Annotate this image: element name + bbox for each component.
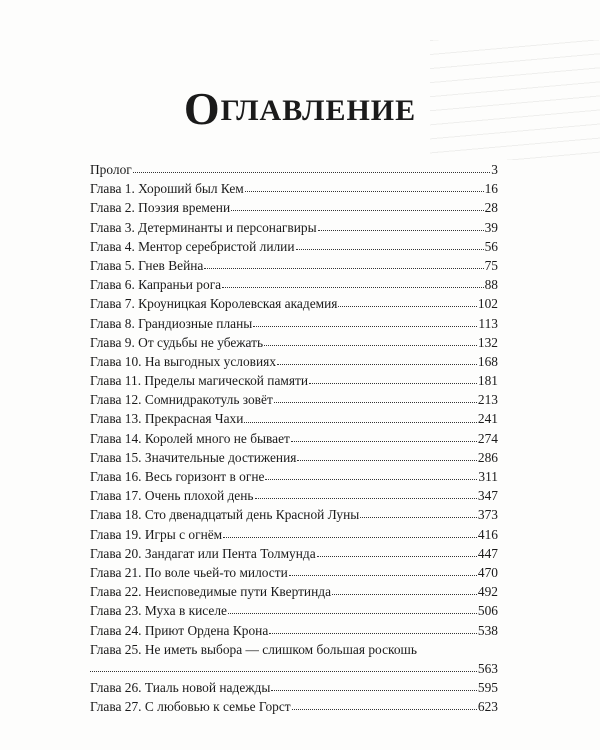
toc-entry: [90, 218, 498, 237]
toc-leader-dots: [291, 441, 477, 442]
toc-leader-dots: [317, 556, 477, 557]
toc-entry-label: Глава 9. От судьбы не убежать: [90, 334, 264, 350]
toc-page-number: 538: [477, 622, 498, 638]
toc-leader-dots: [309, 383, 477, 384]
toc-page-number: 75: [484, 257, 498, 273]
toc-entry-label: Глава 18. Сто двенадцатый день Красной Луны: [90, 507, 360, 523]
title-rest: ГЛАВЛЕНИЕ: [220, 94, 417, 127]
toc-leader-dots: [253, 326, 477, 327]
toc-page-number: 623: [477, 699, 498, 715]
toc-page-number: 311: [478, 469, 498, 484]
toc-entry-label: Пролог: [90, 162, 132, 177]
toc-page-number: 181: [477, 373, 498, 389]
toc-leader-dots: [274, 402, 477, 403]
toc-page-number: 3: [491, 162, 498, 177]
toc-entry-label: Глава 27. С любовью к семье Горст: [90, 699, 291, 715]
toc-leader-dots: [223, 537, 477, 538]
toc-entry-label: Глава 6. Капраньи рога: [90, 277, 222, 293]
toc-entry: [90, 505, 498, 524]
toc-page-number: 168: [477, 353, 498, 369]
toc-entry-label: Глава 15. Значительные достижения: [90, 449, 297, 465]
page-title: [0, 82, 600, 135]
toc-entry-label: Глава 5. Гнев Вейна: [90, 257, 204, 273]
toc-entry: [90, 601, 498, 620]
toc-leader-dots: [269, 633, 477, 634]
toc-entry-label: Глава 7. Кроуницкая Королевская академия: [90, 296, 338, 312]
toc-leader-dots: [244, 422, 477, 423]
toc-entry-continuation: [90, 659, 498, 678]
toc-page-number: 373: [477, 507, 498, 523]
toc-leader-dots: [296, 249, 484, 250]
toc-entry: [90, 390, 498, 409]
toc-page-number: 88: [484, 277, 498, 293]
toc-leader-dots: [231, 210, 483, 211]
toc-page-number: 416: [477, 526, 498, 542]
toc-leader-dots: [204, 268, 483, 269]
toc-entry-label: Глава 11. Пределы магической памяти: [90, 373, 309, 389]
toc-entry: [90, 333, 498, 352]
toc-page-number: 132: [477, 334, 498, 350]
toc-leader-dots: [332, 594, 477, 595]
toc-page-number: 28: [484, 200, 498, 216]
toc-page-number: 213: [477, 392, 498, 408]
toc-entry-label: Глава 14. Королей много не бывает: [90, 430, 290, 446]
toc-leader-dots: [133, 172, 491, 173]
toc-entry: [90, 314, 498, 333]
toc-entry-label: Глава 19. Игры с огнём: [90, 526, 223, 542]
toc-entry-label: Глава 1. Хороший был Кем: [90, 181, 244, 197]
toc-page-number: 113: [478, 315, 498, 331]
toc-entry: [90, 697, 498, 716]
toc-page-number: 274: [477, 430, 498, 446]
toc-leader-dots: [271, 690, 477, 691]
toc-page-number: 39: [484, 219, 498, 235]
toc-entry: [90, 486, 498, 505]
toc-entry: [90, 160, 498, 179]
toc-page-number: 241: [477, 411, 498, 427]
toc-page-number: 447: [477, 545, 498, 561]
toc-entry: [90, 179, 498, 198]
toc-leader-dots: [318, 230, 484, 231]
toc-entry-label: Глава 3. Детерминанты и персонагвиры: [90, 219, 317, 235]
toc-entry: [90, 640, 498, 659]
toc-leader-dots: [264, 345, 477, 346]
toc-page-number: 347: [477, 488, 498, 504]
toc-page-number: 102: [477, 296, 498, 312]
toc-leader-dots: [265, 479, 477, 480]
toc-leader-dots: [292, 709, 477, 710]
toc-leader-dots: [297, 460, 476, 461]
toc-entry: [90, 525, 498, 544]
toc-entry-label: Глава 26. Тиаль новой надежды: [90, 680, 271, 696]
toc-entry-label: Глава 4. Ментор серебристой лилии: [90, 238, 295, 254]
toc-leader-dots: [245, 191, 484, 192]
toc-leader-dots: [277, 364, 477, 365]
toc-entry-label: Глава 10. На выгодных условиях: [90, 353, 277, 369]
toc-leader-dots: [90, 671, 477, 672]
toc-entry-label: Глава 8. Грандиозные планы: [90, 315, 253, 331]
toc-entry-label: Глава 22. Неисповедимые пути Квертинда: [90, 584, 332, 600]
toc-entry: [90, 563, 498, 582]
toc-entry: [90, 621, 498, 640]
toc-page-number: 563: [477, 660, 498, 676]
toc-page-number: 470: [477, 564, 498, 580]
toc-leader-dots: [228, 613, 477, 614]
toc-leader-dots: [255, 498, 477, 499]
toc-entry-label: Глава 13. Прекрасная Чахи: [90, 411, 244, 427]
toc-entry: [90, 582, 498, 601]
toc-leader-dots: [222, 287, 483, 288]
toc-entry: [90, 544, 498, 563]
toc-entry-label: Глава 24. Приют Ордена Крона: [90, 622, 269, 638]
toc-entry: [90, 371, 498, 390]
toc-leader-dots: [289, 575, 477, 576]
toc-page-number: 595: [477, 680, 498, 696]
toc-page-number: 286: [477, 449, 498, 465]
toc-entry-label: Глава 21. По воле чьей-то милости: [90, 564, 288, 580]
toc-entry-label: Глава 25. Не иметь выбора — слишком большая роскошь: [90, 641, 417, 657]
toc-entry-label: Глава 23. Муха в киселе: [90, 603, 227, 619]
toc-entry-label: Глава 17. Очень плохой день: [90, 488, 254, 504]
toc-leader-dots: [360, 517, 477, 518]
toc-leader-dots: [338, 306, 476, 307]
toc-entry: [90, 409, 498, 428]
toc-entry-label: Глава 12. Сомнидракотуль зовёт: [90, 392, 273, 408]
title-initial: О: [183, 83, 221, 134]
toc-page-number: 492: [477, 584, 498, 600]
toc-entry-label: Глава 20. Зандагат или Пента Толмунда: [90, 545, 316, 561]
toc-entry: [90, 198, 498, 217]
toc-entry-label: Глава 2. Поэзия времени: [90, 200, 231, 216]
toc-entry: [90, 467, 498, 486]
toc-entry: [90, 237, 498, 256]
toc-entry: [90, 256, 498, 275]
table-of-contents: [90, 160, 498, 716]
toc-entry: [90, 352, 498, 371]
toc-entry: [90, 429, 498, 448]
toc-entry: [90, 448, 498, 467]
toc-page-number: 506: [477, 603, 498, 619]
toc-entry: [90, 678, 498, 697]
toc-page-number: 56: [484, 238, 498, 254]
toc-page-number: 16: [484, 181, 498, 197]
toc-entry-label: Глава 16. Весь горизонт в огне: [90, 469, 265, 484]
toc-entry: [90, 294, 498, 313]
toc-entry: [90, 275, 498, 294]
